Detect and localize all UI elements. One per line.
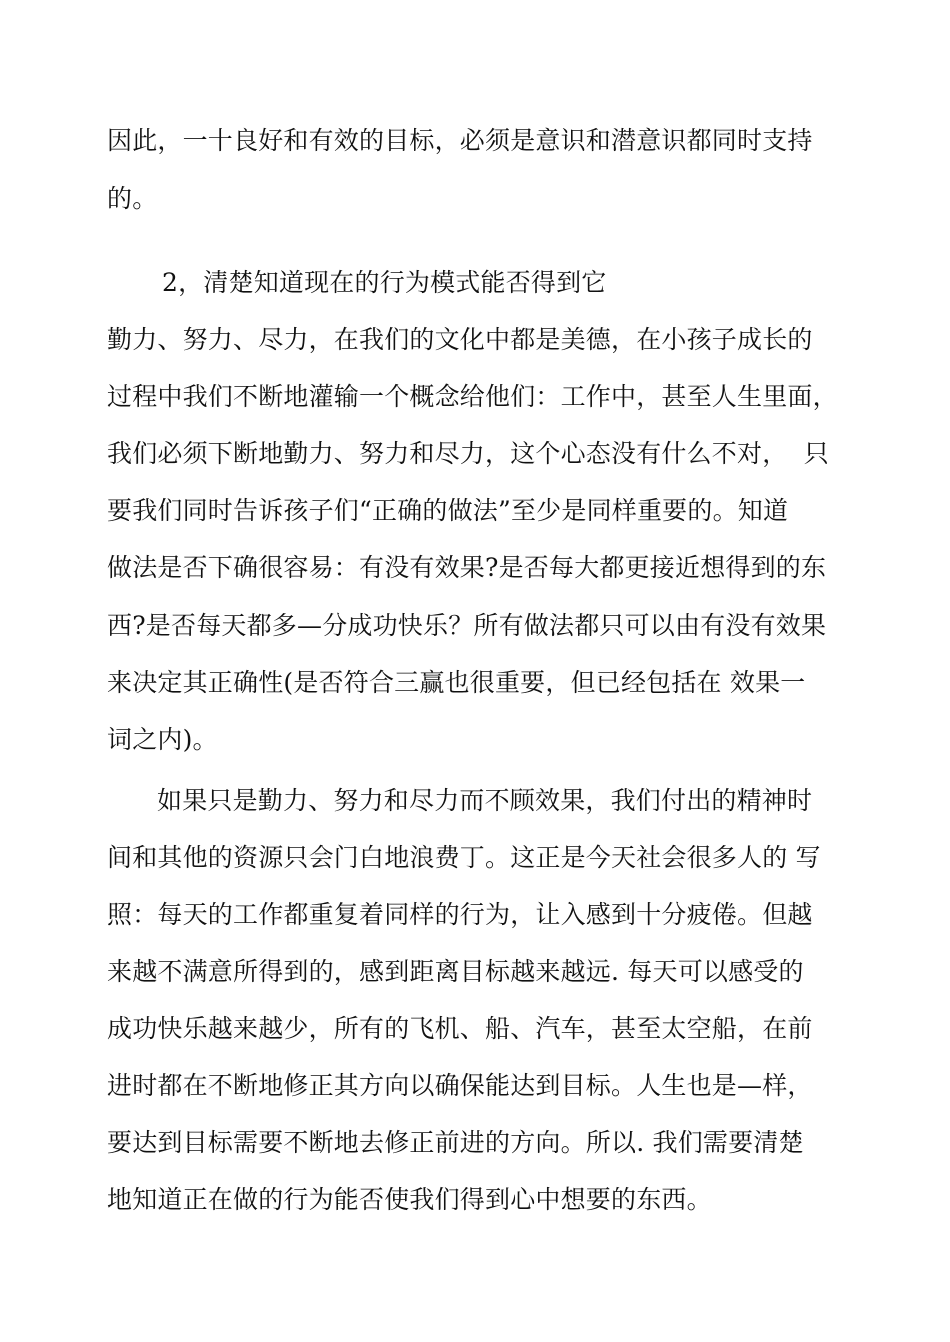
paragraph-1-line-2: 的。: [107, 184, 158, 213]
paragraph-2-line-8: 词之内)。: [107, 725, 218, 754]
paragraph-3-line-6: 进时都在不断地修正其方向以确保能达到目标。人生也是—样，: [107, 1071, 813, 1100]
paragraph-3-line-3: 照：每天的工作都重复着同样的行为，让入感到十分疲倦。但越: [107, 900, 813, 929]
paragraph-2-line-6: 西?是否每天都多—分成功快乐？所有做法都只可以由有没有效果: [107, 611, 827, 640]
paragraph-2-line-5: 做法是否下确很容易：有没有效果?是否每大都更接近想得到的东: [107, 553, 827, 582]
paragraph-1-line-1: 因此，一十良好和有效的目标，必须是意识和潜意识都同时支持: [107, 126, 813, 155]
section-heading-2: 2，清楚知道现在的行为模式能否得到它: [162, 268, 607, 297]
paragraph-3-line-8: 地知道正在做的行为能否使我们得到心中想要的东西。: [107, 1185, 712, 1214]
paragraph-3-line-7: 要达到目标需要不断地去修正前进的方向。所以. 我们需要清楚: [107, 1128, 804, 1157]
paragraph-2-line-3: 我们必须下断地勤力、努力和尽力，这个心态没有什么不对， 只: [107, 439, 829, 468]
paragraph-3-line-1: 如果只是勤力、努力和尽力而不顾效果，我们付出的精神时: [157, 786, 813, 815]
paragraph-2-line-2: 过程中我们不断地灌输一个概念给他们：工作中，甚至人生里面，: [107, 382, 838, 411]
paragraph-3-line-4: 来越不满意所得到的，感到距离目标越来越远. 每天可以感受的: [107, 957, 804, 986]
paragraph-3-line-2: 间和其他的资源只会门白地浪费丁。这正是今天社会很多人的 写: [107, 843, 821, 872]
paragraph-2-line-7: 来决定其正确性(是否符合三赢也很重要，但已经包括在 效果一: [107, 668, 806, 697]
paragraph-2-line-4: 要我们同时告诉孩子们“正确的做法”至少是同样重要的。知道: [107, 496, 789, 525]
paragraph-2-line-1: 勤力、努力、尽力，在我们的文化中都是美德，在小孩子成长的: [107, 325, 813, 354]
paragraph-3-line-5: 成功快乐越来越少，所有的飞机、船、汽车，甚至太空船，在前: [107, 1014, 813, 1043]
